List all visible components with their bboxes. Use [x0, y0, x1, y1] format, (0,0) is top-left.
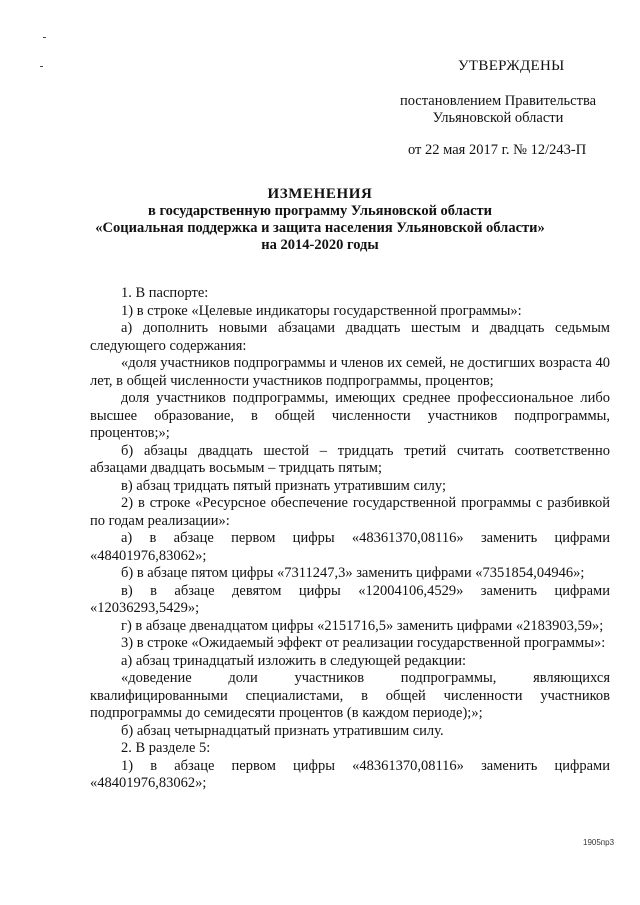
- paragraph-14: а) абзац тринадцатый изложить в следующей редакции:: [121, 652, 467, 669]
- paragraph-13: 3) в строке «Ожидаемый эффект от реализации государственной программы»:: [121, 635, 606, 651]
- paragraph-4: «доля участников подпрограммы и членов их семей, не достигших возраста 40 лет, в общей численности участников подпрограммы, процентов;: [90, 355, 610, 389]
- paragraph-18: 1) в абзаце первом цифры «48361370,08116» заменить цифрами «48401976,83062»;: [90, 757, 610, 791]
- title-line-4: на 2014-2020 годы: [261, 237, 379, 253]
- approval-date: от 22 мая 2017 г. № 12/243-П: [408, 142, 587, 158]
- paragraph-6: б) абзацы двадцать шестой – тридцать третий считать соответственно абзацами двадцать восьмым – тридцать пятым;: [90, 442, 610, 476]
- title-line-3: «Социальная поддержка и защита населения Ульяновской области»: [95, 220, 545, 236]
- paragraph-3: а) дополнить новыми абзацами двадцать шестым и двадцать седьмым следующего содержания:: [90, 320, 610, 354]
- scan-speck: [43, 37, 46, 38]
- approval-issuer-line-2: Ульяновской области: [432, 110, 564, 126]
- scan-speck: [40, 66, 43, 67]
- paragraph-5: доля участников подпрограммы, имеющих среднее профессиональное либо высшее образование, в общей численности участников подпрограммы, процентов;»;: [90, 390, 610, 441]
- approval-issuer: [398, 93, 598, 127]
- paragraph-10: б) в абзаце пятом цифры «7311247,3» заменить цифрами «7351854,04946»;: [121, 565, 585, 581]
- approval-issuer-line-1: постановлением Правительства: [399, 93, 597, 109]
- document-title: [90, 186, 550, 254]
- paragraph-17: 2. В разделе 5:: [121, 740, 211, 756]
- paragraph-7: в) абзац тридцать пятый признать утратившим силу;: [121, 477, 447, 494]
- document-body: [90, 285, 610, 793]
- paragraph-15: «доведение доли участников подпрограммы, являющихся квалифицированными специалистами, в общей численности участников подпрограммы до семидесяти процентов (в каждом периоде);»;: [90, 670, 610, 721]
- paragraph-1: 1. В паспорте:: [121, 285, 209, 301]
- paragraph-8: 2) в строке «Ресурсное обеспечение государственной программы с разбивкой по годам реализации»:: [90, 495, 610, 529]
- paragraph-9: а) в абзаце первом цифры «48361370,08116» заменить цифрами «48401976,83062»;: [90, 530, 610, 564]
- document-code: 1905пр3: [583, 838, 615, 847]
- paragraph-16: б) абзац четырнадцатый признать утратившим силу.: [121, 722, 444, 739]
- paragraph-12: г) в абзаце двенадцатом цифры «2151716,5» заменить цифрами «2183903,59»;: [121, 617, 604, 634]
- paragraph-11: в) в абзаце девятом цифры «12004106,4529» заменить цифрами «12036293,5429»;: [90, 582, 610, 616]
- title-line-1: ИЗМЕНЕНИЯ: [267, 186, 373, 202]
- approval-heading: УТВЕРЖДЕНЫ: [458, 58, 565, 74]
- title-line-2: в государственную программу Ульяновской области: [147, 203, 492, 219]
- paragraph-2: 1) в строке «Целевые индикаторы государственной программы»:: [121, 302, 522, 319]
